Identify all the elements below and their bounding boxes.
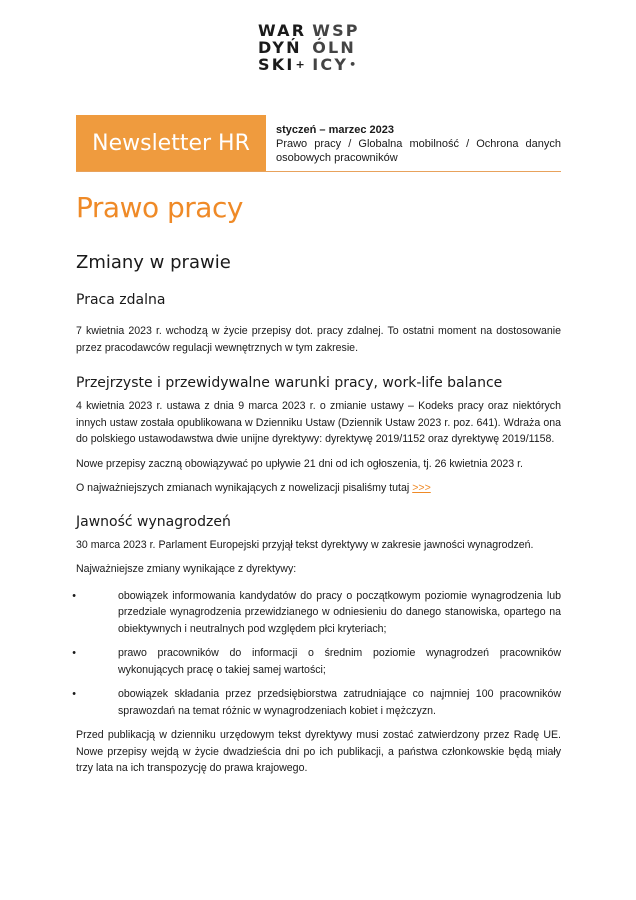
logo-row-text: ICY bbox=[312, 55, 349, 74]
logo-row: ÓLN bbox=[312, 38, 357, 57]
banner-info bbox=[276, 123, 561, 165]
logo-right-column bbox=[312, 22, 360, 73]
changes-list bbox=[76, 588, 561, 720]
issue-date: styczeń – marzec 2023 bbox=[276, 124, 395, 136]
article-paragraph: 4 kwietnia 2023 r. ustawa z dnia 9 marca 2023 r. o zmianie ustawy – Kodeks pracy oraz niektórych innych ustaw została opublikowana w Dzienniku Ustaw (Dziennik Ustaw 2023 r. poz. 641). Wdraża ona do polskiego ustawodawstwa dwie unijne dyrektywy: dyrektywę 2019/1152 oraz dyrektywę 2019/1158. bbox=[76, 400, 561, 445]
logo-plus-mark: + bbox=[295, 58, 305, 71]
newsletter-title: Newsletter HR bbox=[76, 115, 266, 171]
company-logo bbox=[258, 22, 360, 73]
article-title-working-conditions: Przejrzyste i przewidywalne warunki pracy, work-life balance bbox=[76, 375, 503, 391]
read-more-link[interactable]: >>> bbox=[412, 482, 431, 494]
page-title: Prawo pracy bbox=[76, 191, 243, 224]
logo-row-text: SKI bbox=[258, 55, 295, 74]
article-paragraph-with-link bbox=[76, 480, 561, 497]
list-item: • prawo pracowników do informacji o średnim poziomie wynagrodzeń pracowników wykonujących pracę o takiej samej wartości; bbox=[76, 645, 561, 678]
list-item: • obowiązek informowania kandydatów do pracy o początkowym poziomie wynagrodzenia lub przedziale wynagrodzenia przewidzianego w odniesieniu do danego stanowiska, opartego na obiektywnych i neutralnych pod względem płci kryteriach; bbox=[76, 588, 561, 638]
article-paragraph: 30 marca 2023 r. Parlament Europejski przyjął tekst dyrektywy w zakresie jawności wynagrodzeń. bbox=[76, 538, 534, 551]
link-paragraph-text: O najważniejszych zmianach wynikających z nowelizacji pisaliśmy tutaj bbox=[76, 482, 410, 494]
logo-row: WAR bbox=[258, 21, 307, 40]
logo-row bbox=[312, 56, 360, 73]
logo-dot-mark: • bbox=[349, 58, 357, 71]
article-paragraph: Nowe przepisy zaczną obowiązywać po upływie 21 dni od ich ogłoszenia, tj. 26 kwietnia 2023 r. bbox=[76, 457, 523, 470]
article-paragraph: Najważniejsze zmiany wynikające z dyrektywy: bbox=[76, 563, 297, 575]
logo-row: DYŃ bbox=[258, 38, 302, 57]
newsletter-banner bbox=[76, 115, 561, 172]
article-title-pay-transparency: Jawność wynagrodzeń bbox=[76, 513, 231, 530]
logo-row bbox=[258, 56, 306, 73]
list-item: • obowiązek składania przez przedsiębiorstwa zatrudniające co najmniej 100 pracowników sprawozdań na temat różnic w wynagrodzeniach kobiet i mężczyzn. bbox=[76, 686, 561, 719]
article-title-remote-work: Praca zdalna bbox=[76, 292, 166, 308]
logo-left-column bbox=[258, 22, 306, 73]
article-closing-paragraph: Przed publikacją w dzienniku urzędowym tekst dyrektywy musi zostać zatwierdzony przez Radę UE. Nowe przepisy wejdą w życie dwadzieścia dni po ich publikacji, a państwa członkowskie będą miały trzy lata na ich transpozycję do prawa krajowego. bbox=[76, 729, 561, 774]
main-content bbox=[76, 190, 561, 777]
section-title: Zmiany w prawie bbox=[76, 252, 231, 273]
article-paragraph: 7 kwietnia 2023 r. wchodzą w życie przepisy dot. pracy zdalnej. To ostatni moment na dostosowanie przez pracodawców regulacji wewnętrznych w tym zakresie. bbox=[76, 325, 561, 354]
issue-topics: Prawo pracy / Globalna mobilność / Ochrona danych osobowych pracowników bbox=[276, 138, 561, 164]
logo-row: WSP bbox=[312, 21, 360, 40]
